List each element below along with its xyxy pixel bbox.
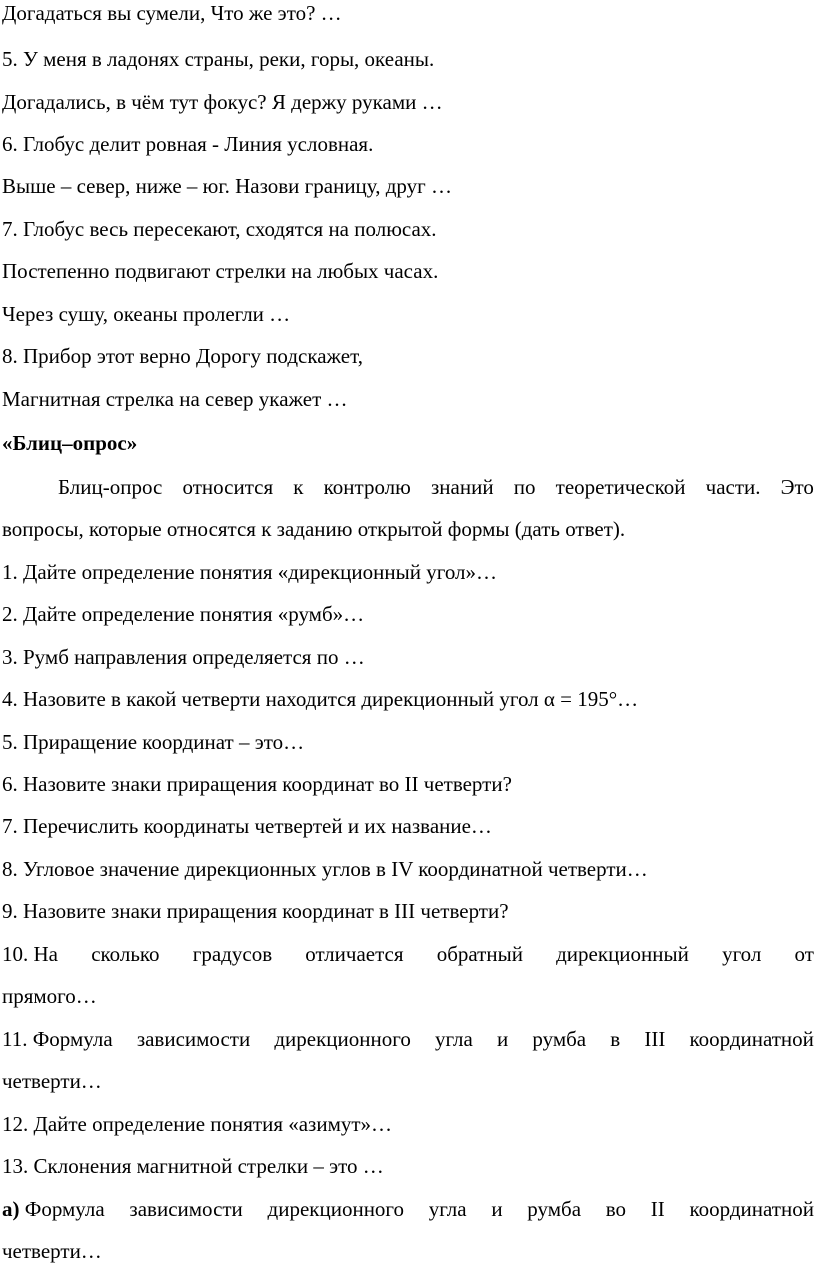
- word: [2, 1196, 105, 1222]
- question-10-line-1: [2, 941, 814, 967]
- question-11-line-2: четверти…: [2, 1069, 102, 1093]
- intro-line-2: вопросы, которые относятся к заданию открытой формы (дать ответ).: [2, 517, 626, 541]
- word: в: [610, 1027, 621, 1051]
- word: дирекционный: [556, 942, 689, 966]
- question-item: 3. Румб направления определяется по …: [2, 645, 365, 669]
- word: части.: [705, 475, 761, 499]
- poem-line: 7. Глобус весь пересекают, сходятся на полюсах.: [2, 217, 437, 241]
- word: дирекционного: [267, 1197, 405, 1221]
- word: к: [293, 475, 304, 499]
- poem-line: Догадаться вы сумели, Что же это? …: [2, 1, 342, 25]
- word: контролю: [323, 475, 411, 499]
- word: Это: [780, 475, 814, 499]
- question-item: 12. Дайте определение понятия «азимут»…: [2, 1112, 393, 1136]
- word: знаний: [431, 475, 494, 499]
- word: зависимости: [129, 1197, 243, 1221]
- word: угла: [434, 1027, 473, 1051]
- word: координатной: [689, 1197, 814, 1221]
- question-item: 13. Склонения магнитной стрелки – это …: [2, 1154, 384, 1178]
- word: и: [496, 1027, 509, 1051]
- poem-line: 6. Глобус делит ровная - Линия условная.: [2, 132, 374, 156]
- question-item: 2. Дайте определение понятия «румб»…: [2, 602, 365, 626]
- question-item: 8. Угловое значение дирекционных углов в IV координатной четверти…: [2, 857, 648, 881]
- question-item: 6. Назовите знаки приращения координат во II четверти?: [2, 772, 512, 796]
- question-a-line-1: [2, 1196, 814, 1222]
- word: Формула: [24, 1197, 105, 1221]
- word: III: [644, 1027, 666, 1051]
- word: 10. На: [2, 942, 58, 966]
- word: и: [491, 1197, 503, 1221]
- word: во: [605, 1197, 627, 1221]
- poem-line: Через сушу, океаны пролегли …: [2, 302, 291, 326]
- word: отличается: [305, 942, 404, 966]
- word: румба: [532, 1027, 587, 1051]
- poem-line: Постепенно подвигают стрелки на любых часах.: [2, 259, 439, 283]
- word: градусов: [192, 942, 273, 966]
- word: угол: [722, 942, 762, 966]
- word: сколько: [91, 942, 160, 966]
- word: зависимости: [136, 1027, 251, 1051]
- question-10-line-2: прямого…: [2, 984, 97, 1008]
- poem-line: 5. У меня в ладонях страны, реки, горы, океаны.: [2, 47, 435, 71]
- poem-line: Догадались, в чём тут фокус? Я держу руками …: [2, 90, 443, 114]
- word: относится: [182, 475, 274, 499]
- word: румба: [527, 1197, 582, 1221]
- item-marker: а): [2, 1197, 20, 1221]
- question-item: 7. Перечислить координаты четвертей и их название…: [2, 814, 492, 838]
- question-item: 9. Назовите знаки приращения координат в III четверти?: [2, 899, 509, 923]
- word: теоретической: [555, 475, 686, 499]
- word: от: [794, 942, 814, 966]
- question-item: 5. Приращение координат – это…: [2, 730, 305, 754]
- word: координатной: [689, 1027, 814, 1051]
- poem-line: Выше – север, ниже – юг. Назови границу, друг …: [2, 174, 452, 198]
- word: по: [513, 475, 536, 499]
- poem-line: 8. Прибор этот верно Дорогу подскажет,: [2, 344, 363, 368]
- intro-line-1: [58, 474, 814, 500]
- word: II: [650, 1197, 665, 1221]
- word: дирекционного: [274, 1027, 411, 1051]
- poem-line: Магнитная стрелка на север укажет …: [2, 387, 348, 411]
- section-title: «Блиц–опрос»: [2, 431, 138, 455]
- word: обратный: [436, 942, 523, 966]
- question-a-line-2: четверти…: [2, 1239, 102, 1263]
- question-item: 1. Дайте определение понятия «дирекционный угол»…: [2, 560, 498, 584]
- word: 11. Формула: [2, 1027, 113, 1051]
- word: угла: [428, 1197, 467, 1221]
- question-11-line-1: [2, 1026, 814, 1052]
- word: Блиц-опрос: [58, 475, 163, 499]
- question-item: 4. Назовите в какой четверти находится дирекционный угол α = 195°…: [2, 687, 639, 711]
